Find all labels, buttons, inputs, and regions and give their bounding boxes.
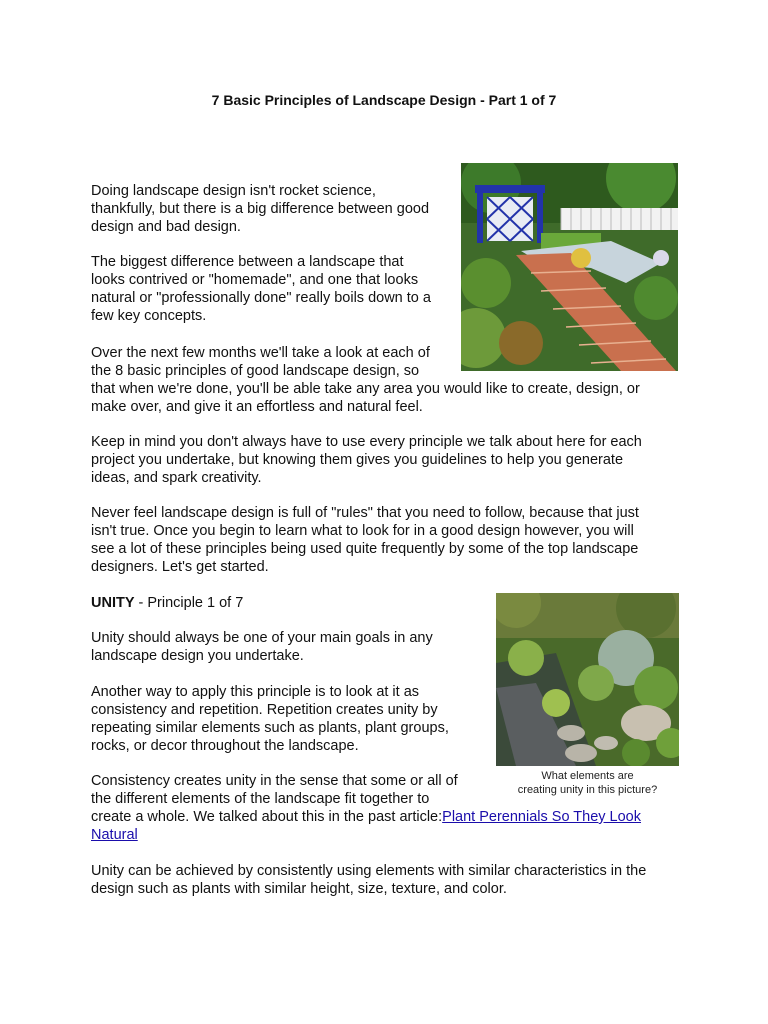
text-line: design and bad design. — [91, 219, 241, 235]
caption-line: What elements are — [541, 770, 634, 782]
caption-line: creating unity in this picture? — [517, 784, 658, 796]
text-line: the 8 basic principles of good landscape design, so — [91, 363, 420, 379]
text-line: designers. Let's get started. — [91, 559, 269, 575]
text-line: project you undertake, but knowing them gives you guidelines to help you generate — [91, 452, 624, 468]
text-line: Keep in mind you don't always have to use every principle we talk about here for each — [91, 434, 642, 450]
text-line: looks contrived or "homemade", and one that looks — [91, 272, 419, 288]
text-line: that when we're done, you'll be able take any area you would like to create, design, or — [91, 381, 640, 397]
text-line: create a whole. We talked about this in the past article: — [91, 809, 443, 825]
text-line: Unity can be achieved by consistently using elements with similar characteristics in the — [91, 863, 647, 879]
heading-rest: - Principle 1 of 7 — [134, 595, 244, 611]
paragraph — [91, 504, 639, 576]
page-title: 7 Basic Principles of Landscape Design - Part 1 of 7 — [211, 92, 557, 108]
paragraph — [91, 344, 640, 416]
paragraph — [91, 772, 641, 844]
paragraph — [91, 433, 642, 487]
text-line: rocks, or decor throughout the landscape. — [91, 738, 359, 754]
text-line: Consistency creates unity in the sense that some or all of — [91, 773, 458, 789]
paragraph — [91, 182, 429, 236]
garden-path-photo — [461, 163, 678, 371]
text-line: The biggest difference between a landscape that — [91, 254, 404, 270]
text-line: Over the next few months we'll take a look at each of — [91, 345, 430, 361]
text-line: few key concepts. — [91, 308, 207, 324]
text-line: Unity should always be one of your main goals in any — [91, 630, 433, 646]
unity-garden-photo — [496, 593, 679, 766]
text-line: Doing landscape design isn't rocket science, — [91, 183, 376, 199]
text-line: isn't true. Once you begin to learn what to look for in a good design however, you will — [91, 523, 634, 539]
text-line: Never feel landscape design is full of "rules" that you need to follow, because that just — [91, 505, 639, 521]
article-link-continued[interactable]: Natural — [91, 827, 138, 843]
section-heading — [91, 594, 243, 612]
text-line: natural or "professionally done" really boils down to a — [91, 290, 431, 306]
text-line: repeating similar elements such as plants, plant groups, — [91, 720, 449, 736]
text-line: thankfully, but there is a big difference between good — [91, 201, 430, 217]
text-line: Another way to apply this principle is to look at it as — [91, 684, 420, 700]
text-line: design such as plants with similar height, size, texture, and color. — [91, 881, 507, 897]
heading-bold: UNITY — [91, 595, 135, 611]
text-line: ideas, and spark creativity. — [91, 470, 262, 486]
text-line: consistency and repetition. Repetition creates unity by — [91, 702, 438, 718]
text-line: landscape design you undertake. — [91, 648, 304, 664]
text-line: see a lot of these principles being used quite frequently by some of the top landscape — [91, 541, 639, 557]
article-link[interactable]: Plant Perennials So They Look — [442, 809, 641, 825]
paragraph — [91, 253, 431, 325]
paragraph — [91, 683, 449, 755]
paragraph — [91, 862, 646, 898]
text-line: make over, and give it an effortless and natural feel. — [91, 399, 423, 415]
paragraph — [91, 629, 433, 665]
text-line: the different elements of the landscape fit together to — [91, 791, 430, 807]
